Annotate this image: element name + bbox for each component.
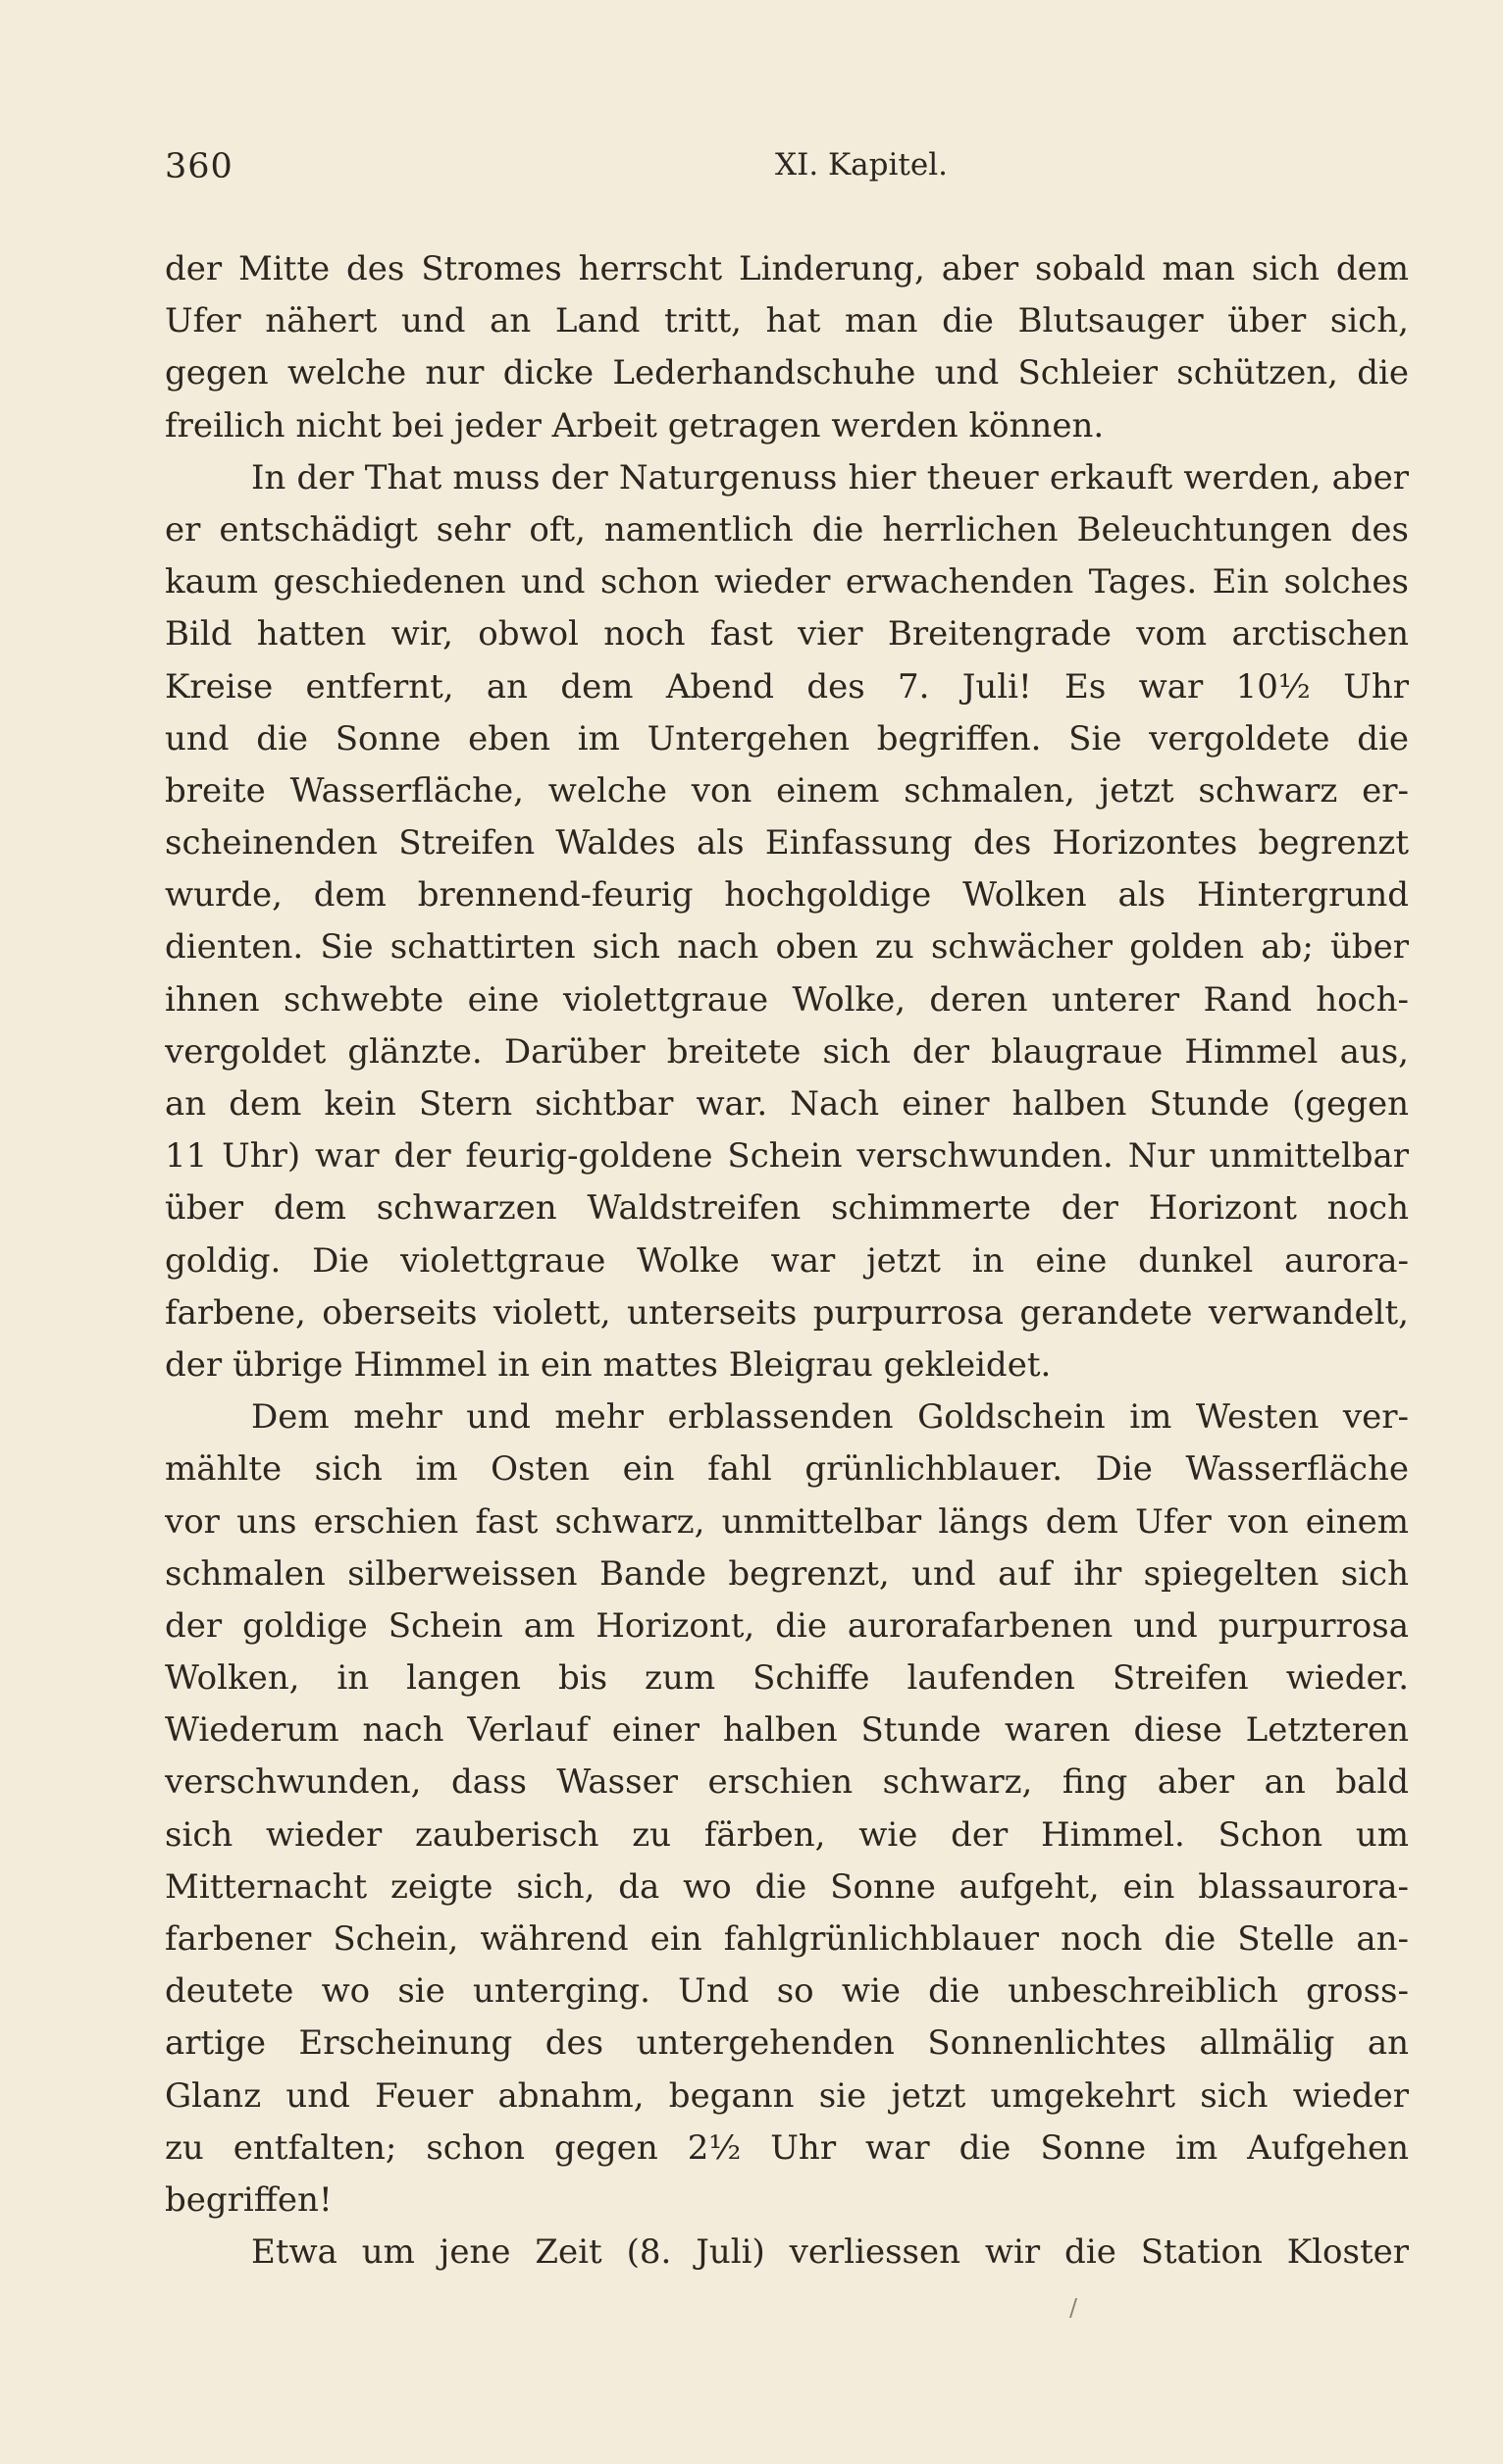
text-line: Etwa um jene Zeit (8. Juli) verliessen wir die Station Kloster [251,2232,1409,2273]
text-line: über dem schwarzen Waldstreifen schimmerte der Horizont noch [165,1188,1409,1229]
text-line: artige Erscheinung des untergehenden Sonnenlichtes allmälig an [165,2023,1409,2064]
text-line: goldig. Die violettgraue Wolke war jetzt in eine dunkel aurora- [165,1240,1409,1281]
text-line: er entschädigt sehr oft, namentlich die herrlichen Beleuchtungen des [165,509,1409,550]
text-line: Ufer nähert und an Land tritt, hat man die Blutsauger über sich, [165,301,1409,341]
running-title: XI. Kapitel. [775,147,948,183]
text-line: verschwunden, dass Wasser erschien schwarz, fing aber an bald [165,1762,1409,1803]
text-line: deutete wo sie unterging. Und so wie die unbeschreiblich gross- [165,1971,1409,2012]
text-line: kaum geschiedenen und schon wieder erwachenden Tages. Ein solches [165,562,1409,603]
text-line: der Mitte des Stromes herrscht Linderung, aber sobald man sich dem [165,249,1409,288]
text-line: breite Wasserfläche, welche von einem schmalen, jetzt schwarz er- [165,770,1409,811]
text-line: Bild hatten wir, obwol noch fast vier Breitengrade vom arctischen [165,614,1409,655]
text-line: gegen welche nur dicke Lederhandschuhe und Schleier schützen, die [165,353,1409,393]
text-line: 11 Uhr) war der feurig-goldene Schein verschwunden. Nur unmittelbar [165,1136,1409,1177]
stray-mark: / [1069,2294,1078,2322]
text-line: zu entfalten; schon gegen 2½ Uhr war die Sonne im Aufgehen [165,2127,1409,2168]
text-line: der goldige Schein am Horizont, die aurorafarbenen und purpurrosa [165,1605,1409,1646]
text-line: In der That muss der Naturgenuss hier theuer erkauft werden, aber [251,457,1409,498]
text-line: Wolken, in langen bis zum Schiffe laufenden Streifen wieder. [165,1658,1409,1699]
text-line: Wiederum nach Verlauf einer halben Stunde waren diese Letzteren [165,1710,1409,1751]
text-line: und die Sonne eben im Untergehen begriffen. Sie vergoldete die [165,718,1409,759]
text-line: farbener Schein, während ein fahlgrünlichblauer noch die Stelle an- [165,1919,1409,1959]
text-line: Glanz und Feuer abnahm, begann sie jetzt umgekehrt sich wieder [165,2075,1409,2116]
text-line: an dem kein Stern sichtbar war. Nach einer halben Stunde (gegen [165,1084,1409,1124]
page-number: 360 [165,147,233,186]
text-line: scheinenden Streifen Waldes als Einfassung des Horizontes begrenzt [165,823,1409,864]
text-line: der übrige Himmel in ein mattes Bleigrau gekleidet. [165,1344,1052,1385]
text-line: Mitternacht zeigte sich, da wo die Sonne aufgeht, ein blassaurora- [165,1866,1409,1907]
text-line: freilich nicht bei jeder Arbeit getragen werden können. [165,405,1105,446]
text-line: sich wieder zauberisch zu färben, wie der Himmel. Schon um [165,1814,1409,1855]
text-line: vor uns erschien fast schwarz, unmittelbar längs dem Ufer von einem [165,1501,1409,1542]
text-line: mählte sich im Osten ein fahl grünlichblauer. Die Wasserfläche [165,1449,1409,1490]
text-line: schmalen silberweissen Bande begrenzt, und auf ihr spiegelten sich [165,1553,1409,1594]
text-line: ihnen schwebte eine violettgraue Wolke, deren unterer Rand hoch- [165,979,1409,1020]
text-line: wurde, dem brennend-feurig hochgoldige Wolken als Hintergrund [165,875,1409,916]
text-line: farbene, oberseits violett, unterseits purpurrosa gerandete verwandelt, [165,1292,1409,1333]
body-text [165,243,1409,2279]
text-line: Dem mehr und mehr erblassenden Goldschein im Westen ver- [251,1397,1409,1438]
text-line: begriffen! [165,2179,333,2220]
text-line: dienten. Sie schattirten sich nach oben zu schwächer golden ab; über [165,927,1409,968]
text-line: vergoldet glänzte. Darüber breitete sich der blaugraue Himmel aus, [165,1031,1409,1072]
text-line: Kreise entfernt, an dem Abend des 7. Juli! Es war 10½ Uhr [165,666,1409,707]
page-header [165,147,1409,206]
